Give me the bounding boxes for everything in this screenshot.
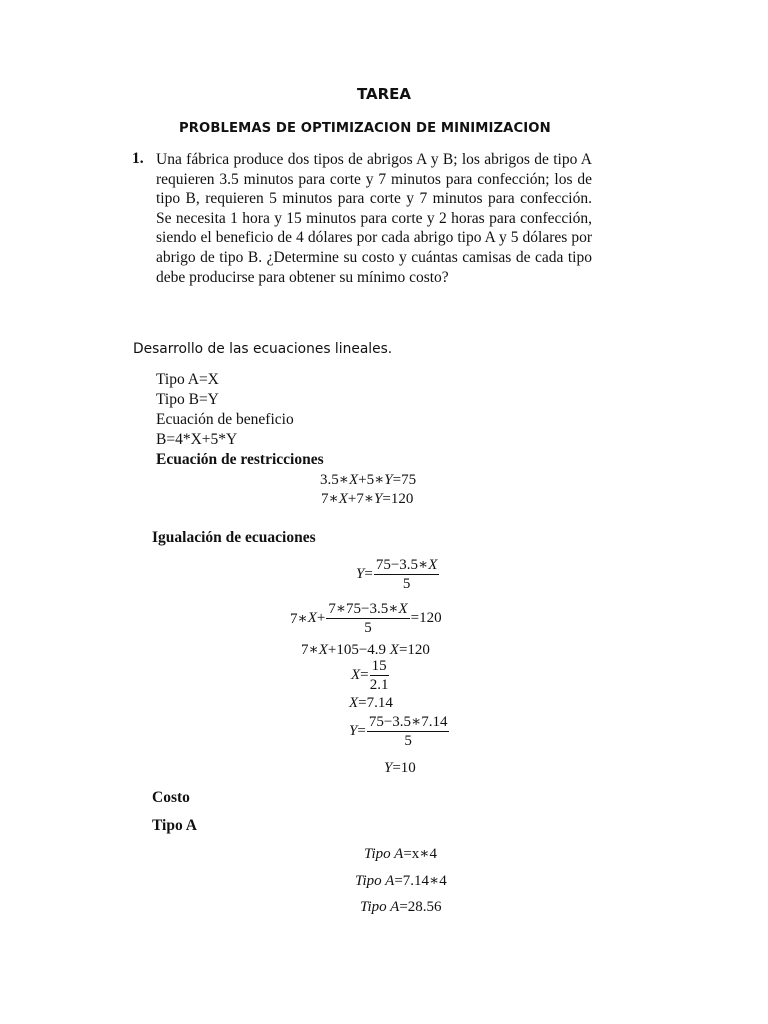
simplified-part-b: +105−4.9 — [327, 642, 387, 658]
costo-1-label: Tipo A — [364, 846, 404, 862]
costo-2-rhs: =7.14∗4 — [394, 873, 447, 889]
y-value: =10 — [392, 760, 416, 776]
fraction-substitution: $\frac{7∗75-3.5∗X}{5}$ — [328, 601, 408, 636]
variable-tipo-b: Tipo B=Y — [156, 391, 219, 408]
equation-x-fraction: X = $\frac{15}{2.1}$ — [351, 658, 389, 693]
simplified-rhs: =120 — [398, 642, 430, 658]
restriction-1-rhs: 75 — [401, 472, 417, 488]
beneficio-label: Ecuación de beneficio — [156, 411, 294, 428]
fraction-y-substituted — [367, 714, 450, 749]
fraction-y-numerator: 75−3.5∗ — [375, 557, 429, 573]
fraction-substitution-numerator: 7∗75−3.5∗ — [328, 601, 399, 617]
igualacion-heading: Igualación de ecuaciones — [152, 529, 316, 546]
fraction-substitution-denominator: 5 — [364, 620, 372, 636]
fraction-x-denominator: 2.1 — [369, 677, 389, 693]
tipo-a-heading: Tipo A — [152, 817, 197, 834]
section-desarrollo: Desarrollo de las ecuaciones lineales. — [133, 341, 393, 357]
costo-3-label: Tipo A — [360, 899, 400, 915]
substitution-rhs: =120 — [410, 610, 442, 626]
costo-3-rhs: =28.56 — [399, 899, 442, 915]
costo-2-label: Tipo A — [355, 873, 395, 889]
costo-equation-2 — [355, 871, 447, 890]
fraction-x-numerator: 15 — [371, 658, 387, 674]
fraction-x — [370, 658, 389, 693]
problem-number: 1. — [132, 150, 144, 167]
equation-x-value: X=7.14 — [349, 695, 393, 711]
beneficio-equation: B=4*X+5*Y — [156, 431, 238, 448]
equation-y-isolated: Y = $\frac{75-3.5∗X}{5}$ — [356, 557, 438, 592]
costo-1-rhs: =x∗4 — [403, 846, 437, 862]
variable-tipo-a: Tipo A=X — [156, 371, 219, 388]
restriction-1-coef-b: 5 — [366, 472, 375, 488]
costo-equation-3 — [360, 899, 442, 916]
restricciones-heading: Ecuación de restricciones — [156, 451, 324, 468]
page-title: TAREA — [356, 85, 412, 103]
equation-substitution: 7∗ X + $\frac{7∗75-3.5∗X}{5}$ =120 — [290, 601, 442, 636]
restriction-1-coef-a: 3.5 — [320, 472, 339, 488]
fraction-y-denominator: 5 — [402, 576, 411, 592]
simplified-part-a: 7∗ — [301, 642, 319, 658]
restriction-2-rhs: 120 — [390, 491, 414, 507]
fraction-y: $\frac{75-3.5∗X}{5}$ — [375, 557, 438, 592]
costo-equation-1 — [364, 844, 437, 863]
equation-simplified: 7∗X+105−4.9 X=120 — [301, 642, 430, 658]
fraction-y-substituted-denominator: 5 — [404, 733, 412, 749]
costo-heading: Costo — [152, 789, 190, 806]
page-subtitle: PROBLEMAS DE OPTIMIZACION DE MINIMIZACION — [179, 121, 551, 136]
problem-statement: Una fábrica produce dos tipos de abrigos A y B; los abrigos de tipo A requieren 3.5 minutos para corte y 7 minutos para confección; los de tipo B, requieren 5 minutos para corte y 7 minutos para confección. Se necesita 1 hora y 15 minutos para corte y 2 horas para confección, siendo el beneficio de 4 dólares por cada abrigo tipo A y 5 dólares por abrigo de tipo B. ¿Determine su costo y cuántas camisas de cada tipo debe producirse para obtener su mínimo costo? — [156, 151, 592, 286]
x-value: =7.14 — [358, 695, 393, 711]
restriction-2-coef-a: 7 — [321, 491, 329, 507]
restriction-equation-1: 3.5∗X+5∗Y=75 — [320, 472, 417, 488]
equation-y-value: Y=10 — [384, 760, 416, 776]
restriction-2-coef-b: 7 — [356, 491, 364, 507]
equation-y-substituted: Y = $\frac{75-3.5∗7.14}{5}$ — [349, 714, 448, 749]
restriction-equation-2: 7∗X+7∗Y=120 — [321, 491, 414, 507]
fraction-y-substituted-numerator: 75−3.5∗7.14 — [368, 714, 448, 730]
